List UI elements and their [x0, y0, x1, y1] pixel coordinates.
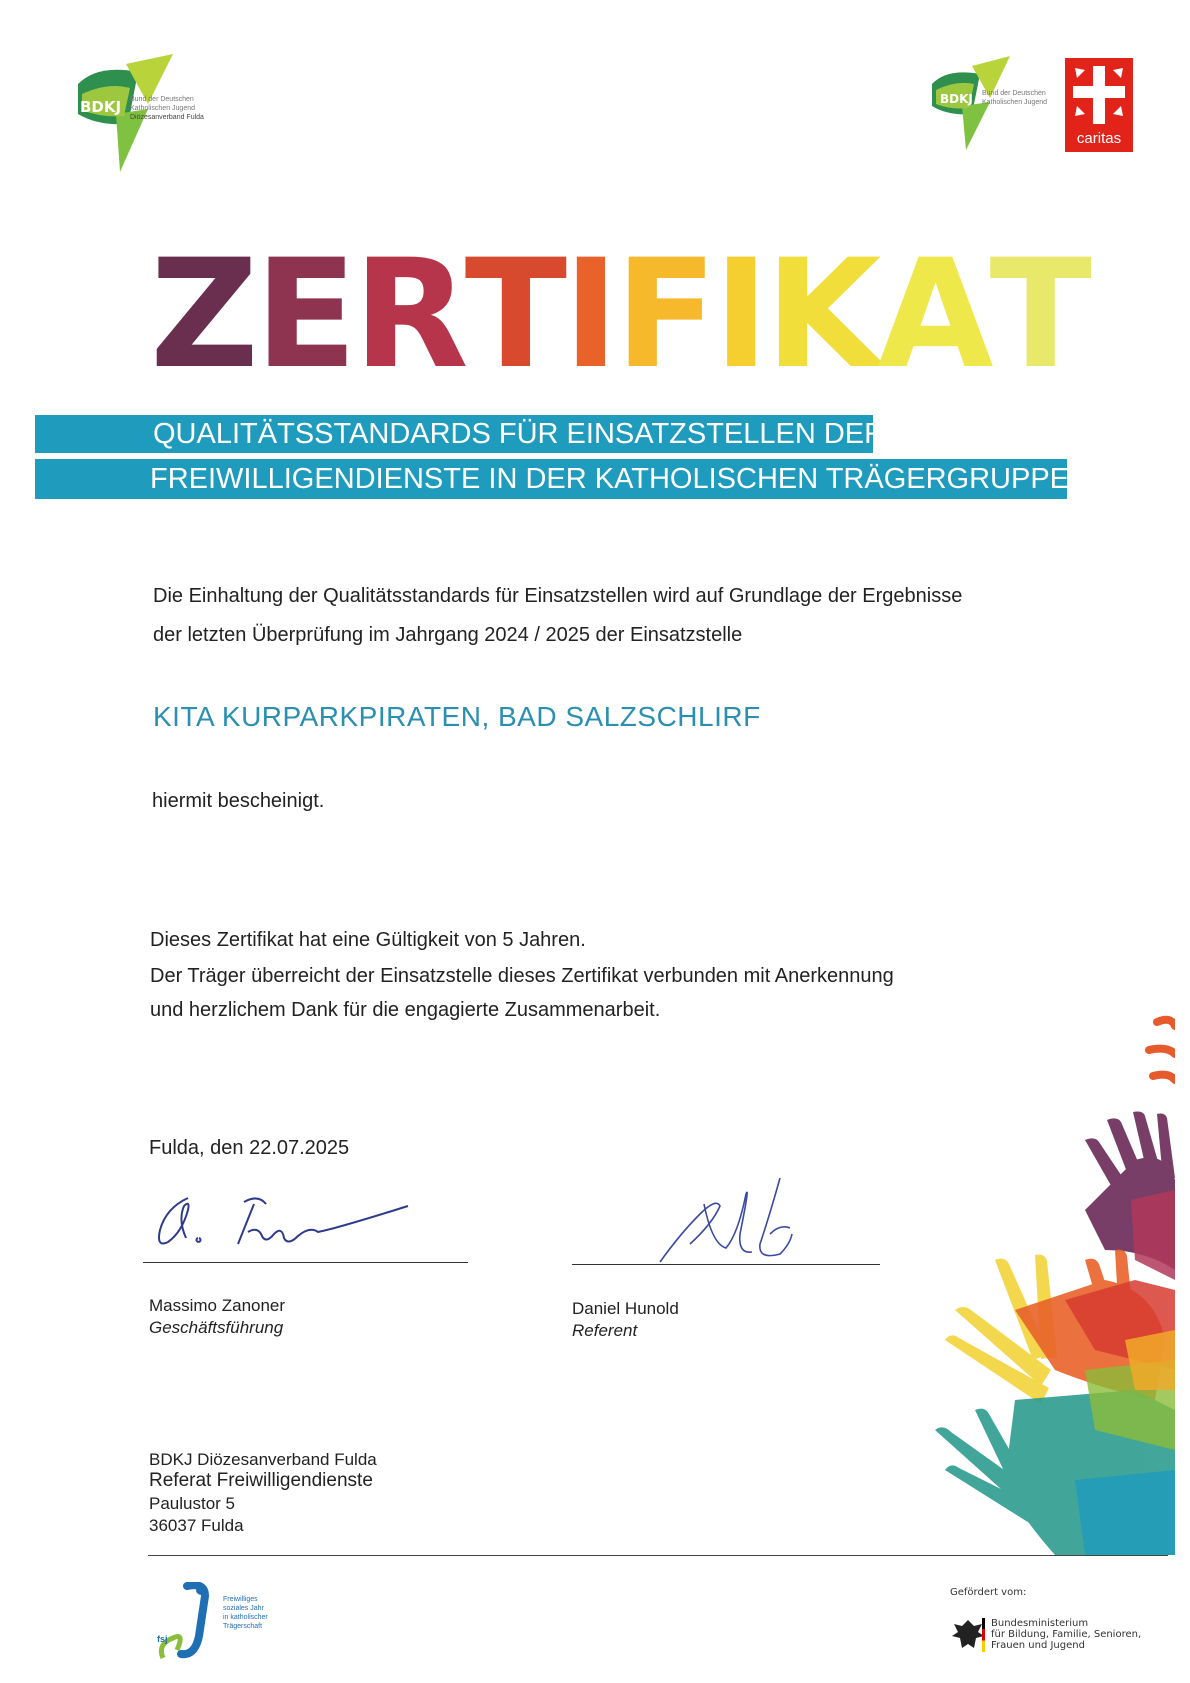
fsj-line4: Trägerschaft	[223, 1623, 263, 1630]
title-letter: K	[765, 228, 878, 402]
fsj-logo	[157, 1582, 287, 1662]
fsj-line1: Freiwilliges	[223, 1596, 258, 1603]
bdkj-logo-right	[932, 54, 1052, 154]
signature-scribble-icon	[138, 1180, 468, 1270]
title-letter: T	[989, 228, 1088, 402]
title-letter: I	[713, 228, 766, 402]
bdkj-line1: Bund der Deutschen	[130, 96, 194, 103]
validity-text: Dieses Zertifikat hat eine Gültigkeit von 5 Jahren.	[150, 929, 586, 951]
intro-line2: der letzten Überprüfung im Jahrgang 2024 / 2025 der Einsatzstelle	[153, 624, 743, 646]
ministry-line1: Bundesministerium	[991, 1618, 1089, 1629]
intro-line1: Die Einhaltung der Qualitätsstandards für Einsatzstellen wird auf Grundlage der Ergebnisse	[153, 585, 963, 607]
title-letter: R	[353, 228, 465, 402]
thanks-line2: und herzlichem Dank für die engagierte Zusammenarbeit.	[150, 999, 661, 1021]
signature-hunold	[620, 1174, 870, 1274]
fsj-line3: in katholischer	[223, 1614, 268, 1621]
federal-eagle-icon	[950, 1618, 986, 1652]
hands-artwork	[935, 1010, 1175, 1555]
bdkj-abbr: BDKJ	[940, 92, 973, 106]
signature-scribble-icon	[620, 1174, 870, 1274]
address-line4: 36037 Fulda	[149, 1516, 244, 1535]
ministry-line3: Frauen und Jugend	[991, 1640, 1085, 1651]
fsj-mark: fsj	[157, 1634, 168, 1644]
title-letter: I	[563, 228, 615, 402]
address-line2: Referat Freiwilligendienste	[149, 1470, 373, 1491]
signature-zanoner	[138, 1180, 468, 1270]
bmfsfj-logo	[950, 1618, 1160, 1668]
title-letter: T	[464, 228, 564, 402]
certificate-title	[150, 228, 1088, 402]
certified-text: hiermit bescheinigt.	[152, 790, 325, 812]
signer2-name: Daniel Hunold	[572, 1299, 679, 1318]
bdkj-line1: Bund der Deutschen	[982, 90, 1046, 97]
fsj-line2: soziales Jahr	[223, 1605, 264, 1612]
signer1-name: Massimo Zanoner	[149, 1296, 286, 1315]
bdkj-line2: Katholischen Jugend	[130, 105, 195, 112]
thanks-line1: Der Träger überreicht der Einsatzstelle dieses Zertifikat verbunden mit Anerkennung	[150, 965, 894, 987]
bdkj-abbr: BDKJ	[80, 98, 122, 116]
title-letter: E	[254, 228, 354, 402]
institution-name: KITA KURPARKPIRATEN, BAD SALZSCHLIRF	[153, 701, 761, 732]
footer-divider	[148, 1555, 1168, 1556]
signature-line-left	[143, 1262, 468, 1263]
subtitle-band-line2: FREIWILLIGENDIENSTE IN DER KATHOLISCHEN TRÄGERGRUPPE	[35, 459, 1067, 499]
place-date: Fulda, den 22.07.2025	[149, 1137, 350, 1159]
caritas-label: caritas	[1076, 130, 1122, 147]
title-letter: A	[877, 228, 990, 402]
ministry-line2: für Bildung, Familie, Senioren,	[991, 1629, 1142, 1640]
title-letter: Z	[150, 228, 255, 402]
caritas-logo	[1065, 58, 1133, 152]
address-line3: Paulustor 5	[149, 1494, 235, 1513]
subtitle-band-line1: QUALITÄTSSTANDARDS FÜR EINSATZSTELLEN DER	[35, 415, 873, 453]
flag-stripe	[982, 1618, 985, 1652]
funded-by-label: Gefördert vom:	[950, 1587, 1027, 1598]
bdkj-line2: Katholischen Jugend	[982, 99, 1047, 106]
fsj-mark-icon	[157, 1582, 217, 1662]
address-line1: BDKJ Diözesanverband Fulda	[149, 1450, 377, 1469]
signer1-role: Geschäftsführung	[149, 1318, 284, 1337]
signature-line-right	[572, 1264, 880, 1265]
bdkj-line3: Diözesanverband Fulda	[130, 114, 204, 121]
title-letter: F	[614, 228, 714, 402]
bdkj-fulda-logo	[78, 54, 228, 172]
hands-illustration-icon	[935, 1010, 1175, 1555]
signer2-role: Referent	[572, 1321, 638, 1340]
